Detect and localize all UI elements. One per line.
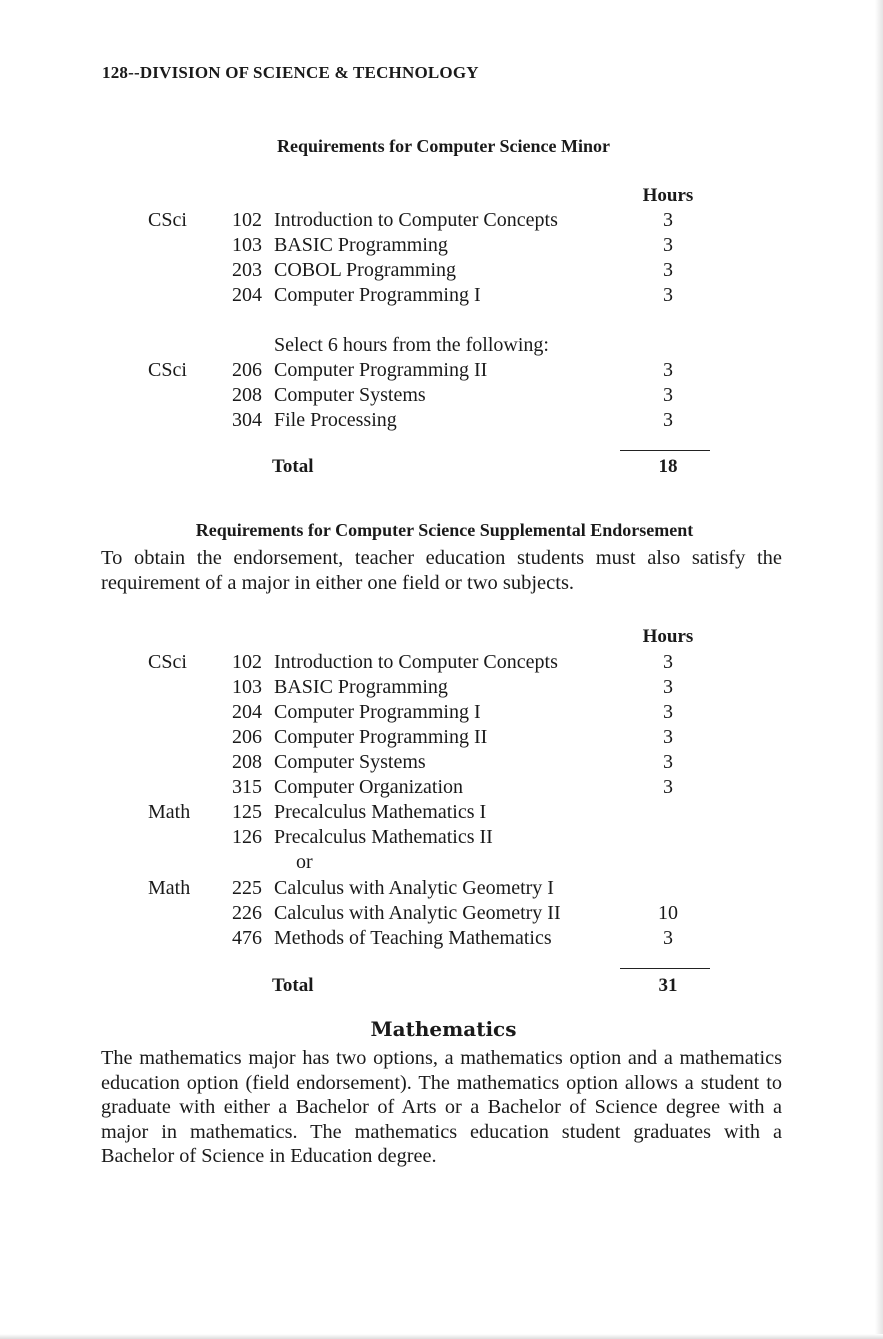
course-title: Computer Programming I (274, 701, 481, 723)
dept-code: Math (148, 801, 191, 823)
course-number: 125 (232, 801, 262, 823)
course-title: Computer Programming I (274, 284, 481, 306)
course-title: Computer Systems (274, 384, 426, 406)
course-hours: 3 (663, 726, 673, 748)
endorsement-hours-header: Hours (642, 626, 694, 647)
table-row (0, 233, 883, 257)
course-hours: 3 (663, 259, 673, 281)
course-number: 126 (232, 826, 262, 848)
course-hours: 3 (663, 409, 673, 431)
mathematics-body: The mathematics major has two options, a mathematics option and a mathematics education option (field endorsement). The mathematics option allows a student to graduate with either a Bachelor of Arts or a Bachelor of Science degree with a major in mathematics. The mathematics education student graduates with a Bachelor of Science in Education degree. (101, 1047, 782, 1167)
table-row (0, 926, 883, 950)
running-head: 128--DIVISION OF SCIENCE & TECHNOLOGY (102, 63, 479, 82)
total-value: 18 (658, 456, 678, 477)
endorsement-section-title: Requirements for Computer Science Supplemental Endorsement (195, 520, 694, 540)
table-row (0, 825, 883, 849)
course-hours: 3 (663, 927, 673, 949)
course-hours: 3 (663, 384, 673, 406)
course-number: 103 (232, 676, 262, 698)
total-rule (620, 968, 710, 969)
course-number: 315 (232, 776, 262, 798)
course-hours: 3 (663, 284, 673, 306)
course-number: 206 (232, 359, 262, 381)
course-title: File Processing (274, 409, 397, 431)
minor-section-title: Requirements for Computer Science Minor (277, 136, 610, 156)
endorsement-intro: To obtain the endorsement, teacher education students must also satisfy the requirement of a major in either one field or two subjects. (101, 547, 782, 594)
course-title: Methods of Teaching Mathematics (274, 927, 552, 949)
select-note-row (0, 333, 883, 357)
course-title: Introduction to Computer Concepts (274, 651, 558, 673)
table-row (0, 650, 883, 674)
course-number: 203 (232, 259, 262, 281)
course-title: Computer Organization (274, 776, 464, 798)
course-number: 206 (232, 726, 262, 748)
course-hours: 3 (663, 651, 673, 673)
total-value: 31 (658, 975, 678, 996)
total-rule (620, 450, 710, 451)
course-number: 476 (232, 927, 262, 949)
course-hours: 10 (658, 902, 678, 924)
course-title: BASIC Programming (274, 676, 448, 698)
course-title: Precalculus Mathematics II (274, 826, 493, 848)
course-title: Calculus with Analytic Geometry II (274, 902, 561, 924)
course-number: 225 (232, 877, 262, 899)
course-title: Precalculus Mathematics I (274, 801, 487, 823)
table-row (0, 258, 883, 282)
table-row (0, 876, 883, 900)
table-row (0, 383, 883, 407)
course-number: 208 (232, 751, 262, 773)
course-title: Computer Systems (274, 751, 426, 773)
course-title: Calculus with Analytic Geometry I (274, 877, 554, 899)
course-title: Computer Programming II (274, 726, 488, 748)
table-row (0, 750, 883, 774)
course-hours: 3 (663, 776, 673, 798)
course-number: 226 (232, 902, 262, 924)
course-number: 102 (232, 209, 262, 231)
or-separator: or (296, 851, 313, 873)
table-row (0, 675, 883, 699)
page-bottom-shadow (0, 1334, 883, 1339)
course-hours: 3 (663, 701, 673, 723)
course-number: 304 (232, 409, 262, 431)
minor-hours-header: Hours (642, 185, 694, 206)
table-row (0, 725, 883, 749)
course-number: 204 (232, 284, 262, 306)
table-row (0, 358, 883, 382)
dept-code: Math (148, 877, 191, 899)
course-title: Computer Programming II (274, 359, 488, 381)
course-title: COBOL Programming (274, 259, 457, 281)
table-row (0, 800, 883, 824)
mathematics-section-title: Mathematics (370, 1017, 517, 1041)
table-row (0, 283, 883, 307)
course-hours: 3 (663, 209, 673, 231)
course-hours: 3 (663, 234, 673, 256)
course-hours: 3 (663, 676, 673, 698)
course-hours: 3 (663, 359, 673, 381)
dept-code: CSci (148, 209, 187, 231)
table-row (0, 408, 883, 432)
course-title: Introduction to Computer Concepts (274, 209, 558, 231)
total-label: Total (272, 975, 314, 996)
table-row (0, 208, 883, 232)
course-number: 204 (232, 701, 262, 723)
dept-code: CSci (148, 651, 187, 673)
course-title: BASIC Programming (274, 234, 448, 256)
dept-code: CSci (148, 359, 187, 381)
course-hours: 3 (663, 751, 673, 773)
course-number: 102 (232, 651, 262, 673)
course-number: 208 (232, 384, 262, 406)
select-note: Select 6 hours from the following: (274, 334, 549, 356)
table-row (0, 775, 883, 799)
course-number: 103 (232, 234, 262, 256)
total-label: Total (272, 456, 314, 477)
table-row (0, 700, 883, 724)
or-row (0, 850, 883, 874)
table-row (0, 901, 883, 925)
